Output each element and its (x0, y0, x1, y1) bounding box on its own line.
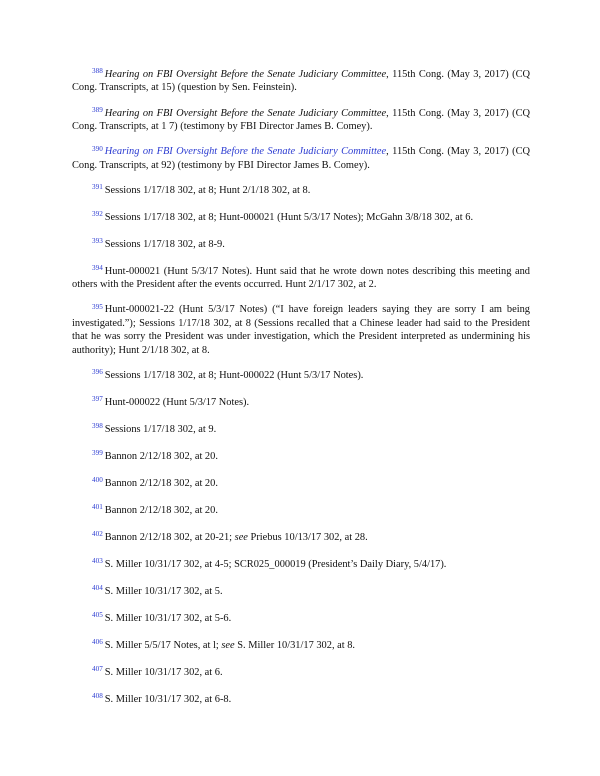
footnote-394 (72, 265, 530, 292)
footnote-number-link[interactable]: 393 (92, 237, 103, 246)
footnote-text: S. Miller 10/31/17 302, at 6-8. (104, 693, 232, 705)
footnote-406 (72, 639, 530, 652)
footnote-italic: Hearing on FBI Oversight Before the Senate Judiciary Committee (104, 69, 387, 80)
footnote-italic: see (234, 531, 248, 543)
footnote-388 (72, 68, 530, 95)
footnote-391 (72, 184, 530, 197)
footnote-number-link[interactable]: 406 (92, 638, 103, 647)
footnote-text: S. Miller 10/31/17 302, at 6. (104, 666, 223, 678)
footnote-400 (72, 477, 530, 490)
footnote-text: Sessions 1/17/18 302, at 8; Hunt 2/1/18 302, at 8. (104, 184, 311, 196)
footnote-number-link[interactable]: 398 (92, 422, 103, 431)
footnote-number-link[interactable]: 404 (92, 584, 103, 593)
footnote-text: , 115th Cong. (May 3, 2017) (CQ Cong. Transcripts, at 15) (question by Sen. Feinstein). (72, 69, 530, 94)
footnote-408 (72, 693, 530, 706)
footnote-number-link[interactable]: 395 (92, 302, 103, 311)
footnote-397 (72, 396, 530, 409)
footnote-number-link[interactable]: 403 (92, 557, 103, 566)
footnote-text: Sessions 1/17/18 302, at 9. (104, 423, 217, 435)
footnote-italic: Hearing on FBI Oversight Before the Senate Judiciary Committee (104, 107, 387, 119)
footnote-text: Hunt-000021-22 (Hunt 5/3/17 Notes) (“I have foreign leaders saying they are sorry I am being investigated.”); Sessions 1/17/18 302, at 8 (Sessions recalled that a Chinese leader had said to the President that he was sorry the President was under investigation, which the President interpreted as undermining his authority); Hunt 2/1/18 302, at 8. (72, 304, 530, 356)
footnote-398 (72, 423, 530, 436)
footnote-text: Sessions 1/17/18 302, at 8-9. (104, 238, 225, 250)
footnote-number-link[interactable]: 397 (92, 395, 103, 404)
footnote-text: S. Miller 10/31/17 302, at 5-6. (104, 612, 232, 624)
footnote-number-link[interactable]: 394 (92, 264, 103, 273)
footnote-number-link[interactable]: 390 (92, 144, 103, 153)
footnote-number-link[interactable]: 407 (92, 665, 103, 674)
footnote-text: Bannon 2/12/18 302, at 20. (104, 504, 218, 516)
footnote-number-link[interactable]: 400 (92, 476, 103, 485)
footnote-number-link[interactable]: 391 (92, 183, 103, 192)
footnote-text: S. Miller 10/31/17 302, at 4-5; SCR025_000019 (President’s Daily Diary, 5/4/17). (104, 558, 447, 570)
footnote-389 (72, 107, 530, 134)
footnote-392 (72, 211, 530, 224)
footnote-393 (72, 238, 530, 251)
footnote-number-link[interactable]: 388 (92, 67, 103, 76)
hearing-title-link[interactable]: Hearing on FBI Oversight Before the Senate Judiciary Committee (104, 146, 387, 158)
footnote-text: Sessions 1/17/18 302, at 8; Hunt-000022 (Hunt 5/3/17 Notes). (104, 369, 364, 381)
footnote-text: Priebus 10/13/17 302, at 28. (247, 531, 368, 543)
footnote-404 (72, 585, 530, 598)
footnote-number-link[interactable]: 399 (92, 449, 103, 458)
footnote-395 (72, 303, 530, 357)
footnote-401 (72, 504, 530, 517)
footnote-396 (72, 369, 530, 382)
footnote-407 (72, 666, 530, 679)
footnote-italic: see (221, 639, 235, 651)
footnote-text: S. Miller 10/31/17 302, at 8. (234, 639, 356, 651)
footnote-text: Hunt-000021 (Hunt 5/3/17 Notes). Hunt said that he wrote down notes describing this meeting and others with the President after the events occurred. Hunt 2/1/17 302, at 2. (72, 265, 530, 291)
footnote-405 (72, 612, 530, 625)
footnote-number-link[interactable]: 408 (92, 692, 103, 701)
footnote-text: Hunt-000022 (Hunt 5/3/17 Notes). (104, 396, 250, 408)
footnote-402 (72, 531, 530, 544)
footnote-text: Bannon 2/12/18 302, at 20. (104, 450, 218, 462)
footnote-text: Bannon 2/12/18 302, at 20-21; (104, 531, 235, 543)
footnote-390 (72, 145, 530, 172)
footnote-text: Sessions 1/17/18 302, at 8; Hunt-000021 (Hunt 5/3/17 Notes); McGahn 3/8/18 302, at 6. (104, 211, 474, 223)
footnote-number-link[interactable]: 405 (92, 611, 103, 620)
footnote-text: Bannon 2/12/18 302, at 20. (104, 477, 218, 489)
footnote-number-link[interactable]: 392 (92, 210, 103, 219)
footnote-text: , 115th Cong. (May 3, 2017) (CQ Cong. Transcripts, at 92) (testimony by FBI Director James B. Comey). (72, 146, 530, 171)
footnote-number-link[interactable]: 396 (92, 368, 103, 377)
footnote-number-link[interactable]: 389 (92, 106, 103, 115)
footnote-399 (72, 450, 530, 463)
footnote-text: S. Miller 5/5/17 Notes, at l; (104, 639, 222, 651)
footnote-text: S. Miller 10/31/17 302, at 5. (104, 585, 223, 597)
footnote-number-link[interactable]: 402 (92, 530, 103, 539)
footnote-number-link[interactable]: 401 (92, 503, 103, 512)
footnote-403 (72, 558, 530, 571)
footnotes-page (72, 68, 530, 720)
footnote-text: , 115th Cong. (May 3, 2017) (CQ Cong. Transcripts, at 1 7) (testimony by FBI Director James B. Comey). (72, 107, 530, 133)
